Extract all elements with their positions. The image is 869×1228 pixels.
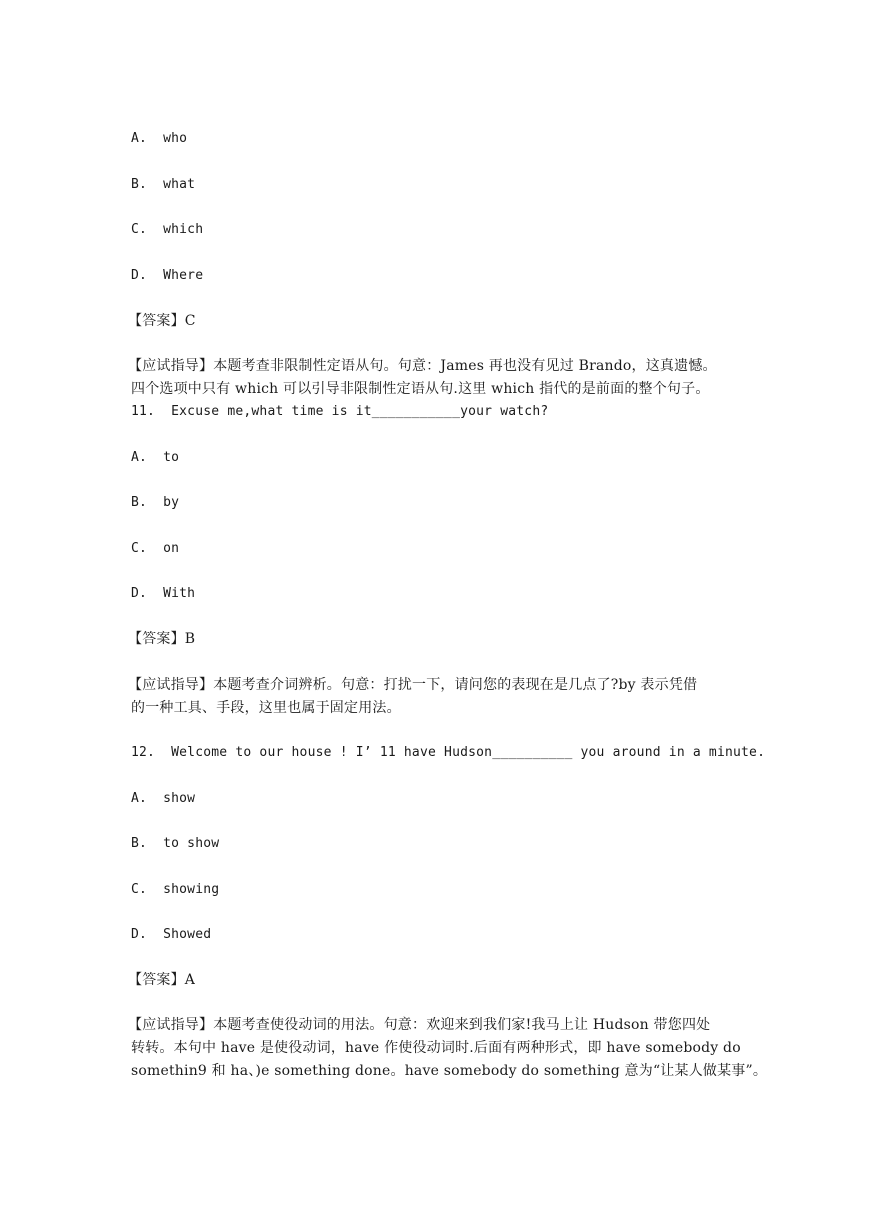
q12-guide-line-1: 【应试指导】本题考查使役动词的用法。句意：欢迎来到我们家!我马上让 Hudson 带您四处 [128, 1017, 711, 1033]
q12-guide-line-3: somethin9 和 ha、)e something done。have somebody do something 意为“让某人做某事”。 [131, 1063, 768, 1079]
q11-option-c: C. on [131, 541, 180, 556]
q10-guide-line-1: 【应试指导】本题考查非限制性定语从句。句意：James 再也没有见过 Brando，这真遗憾。 [128, 358, 717, 374]
q12-option-b: B. to show [131, 836, 220, 851]
q11-guide-line-1: 【应试指导】本题考查介词辨析。句意：打扰一下，请问您的表现在是几点了?by 表示凭借 [128, 677, 698, 693]
q10-option-a: A. who [131, 131, 188, 146]
q10-option-b: B. what [131, 177, 196, 192]
q11-stem: 11. Excuse me,what time is it___________your watch? [131, 404, 549, 419]
q11-option-a: A. to [131, 450, 180, 465]
q11-option-d: D. With [131, 586, 196, 601]
q10-option-c: C. which [131, 222, 204, 237]
q12-option-c: C. showing [131, 882, 220, 897]
q11-option-b: B. by [131, 495, 180, 510]
q12-option-a: A. show [131, 791, 196, 806]
q10-option-d: D. Where [131, 268, 204, 283]
q12-stem: 12. Welcome to our house ! I’ 11 have Hudson__________ you around in a minute. [131, 745, 766, 760]
q11-answer: 【答案】B [128, 631, 196, 647]
q12-answer: 【答案】A [128, 972, 196, 988]
q10-answer: 【答案】C [128, 313, 196, 329]
q10-guide-line-2: 四个选项中只有 which 可以引导非限制性定语从句.这里 which 指代的是前面的整个句子。 [131, 381, 710, 397]
q12-guide-line-2: 转转。本句中 have 是使役动词，have 作使役动词时.后面有两种形式，即 have somebody do [131, 1040, 741, 1056]
q11-guide-line-2: 的一种工具、手段，这里也属于固定用法。 [131, 700, 401, 716]
q12-option-d: D. Showed [131, 927, 212, 942]
